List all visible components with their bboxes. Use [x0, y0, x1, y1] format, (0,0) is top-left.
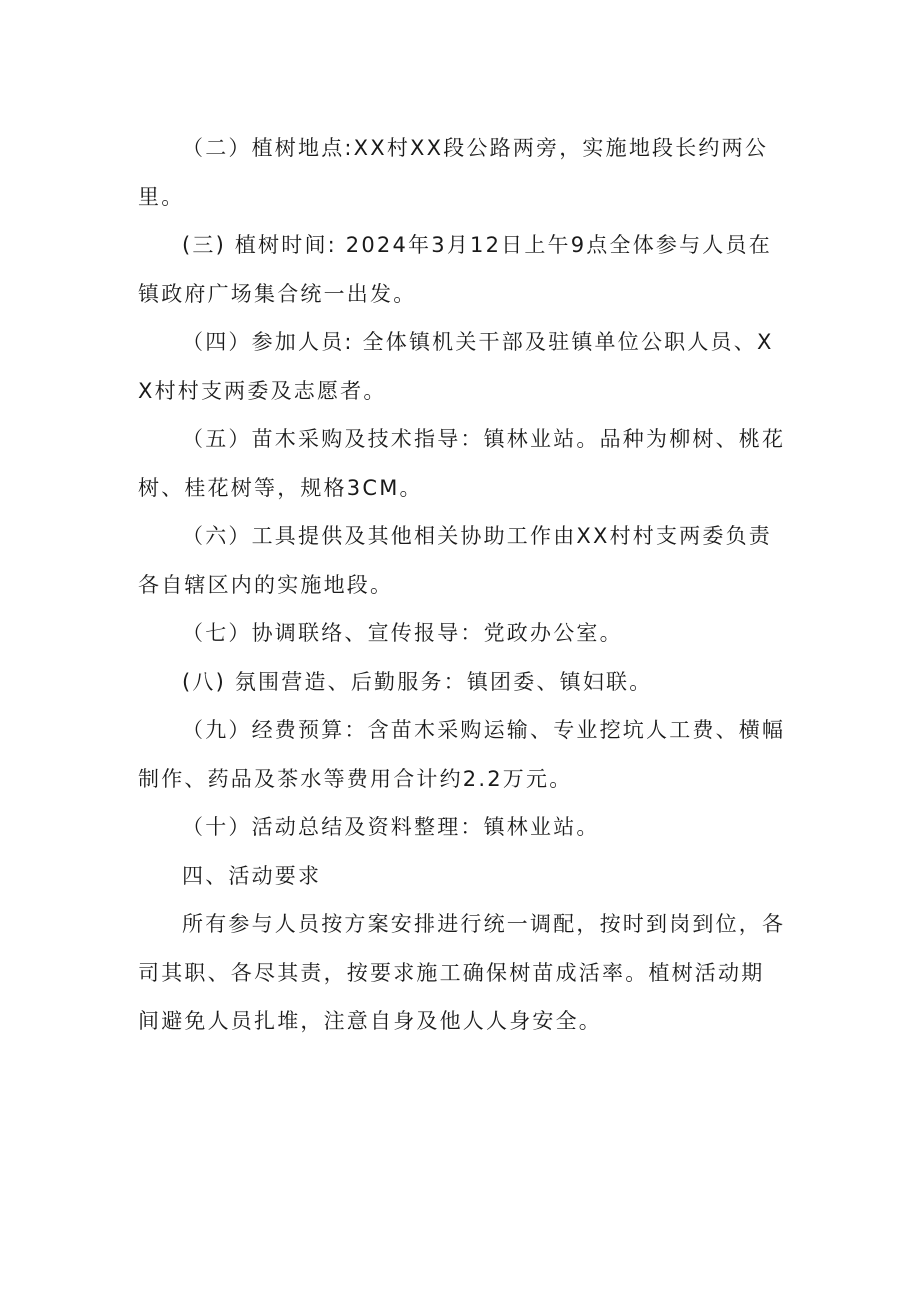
- paragraph-seedling-procurement: （五）苗木采购及技术指导：镇林业站。品种为柳树、桃花树、桂花树等，规格3CM。: [138, 427, 786, 500]
- section-heading-requirements: 四、活动要求: [182, 863, 322, 888]
- paragraph-coordination: （七）协调联络、宣传报导：党政办公室。: [182, 621, 623, 645]
- paragraph-planting-time: (三) 植树时间: 2024年3月12日上午9点全体参与人员在镇政府广场集合统一出发。: [138, 233, 772, 306]
- paragraph-budget: （九）经费预算：含苗木采购运输、专业挖坑人工费、横幅制作、药品及茶水等费用合计约2.2万元。: [138, 718, 786, 791]
- paragraph-logistics: (八) 氛围营造、后勤服务：镇团委、镇妇联。: [182, 669, 653, 694]
- paragraph-participants: （四）参加人员: 全体镇机关干部及驻镇单位公职人员、XX村村支两委及志愿者。: [138, 330, 774, 403]
- paragraph-planting-location: （二）植树地点:XX村XX段公路两旁，实施地段长约两公里。: [138, 136, 769, 209]
- paragraph-summary: （十）活动总结及资料整理：镇林业站。: [182, 815, 600, 839]
- paragraph-tools-provision: （六）工具提供及其他相关协助工作由XX村村支两委负责各自辖区内的实施地段。: [138, 524, 772, 597]
- document-body: [138, 124, 786, 1046]
- paragraph-requirements: 所有参与人员按方案安排进行统一调配，按时到岗到位，各司其职、各尽其责，按要求施工确保树苗成活率。植树活动期间避免人员扎堆，注意自身及他人人身安全。: [138, 912, 786, 1033]
